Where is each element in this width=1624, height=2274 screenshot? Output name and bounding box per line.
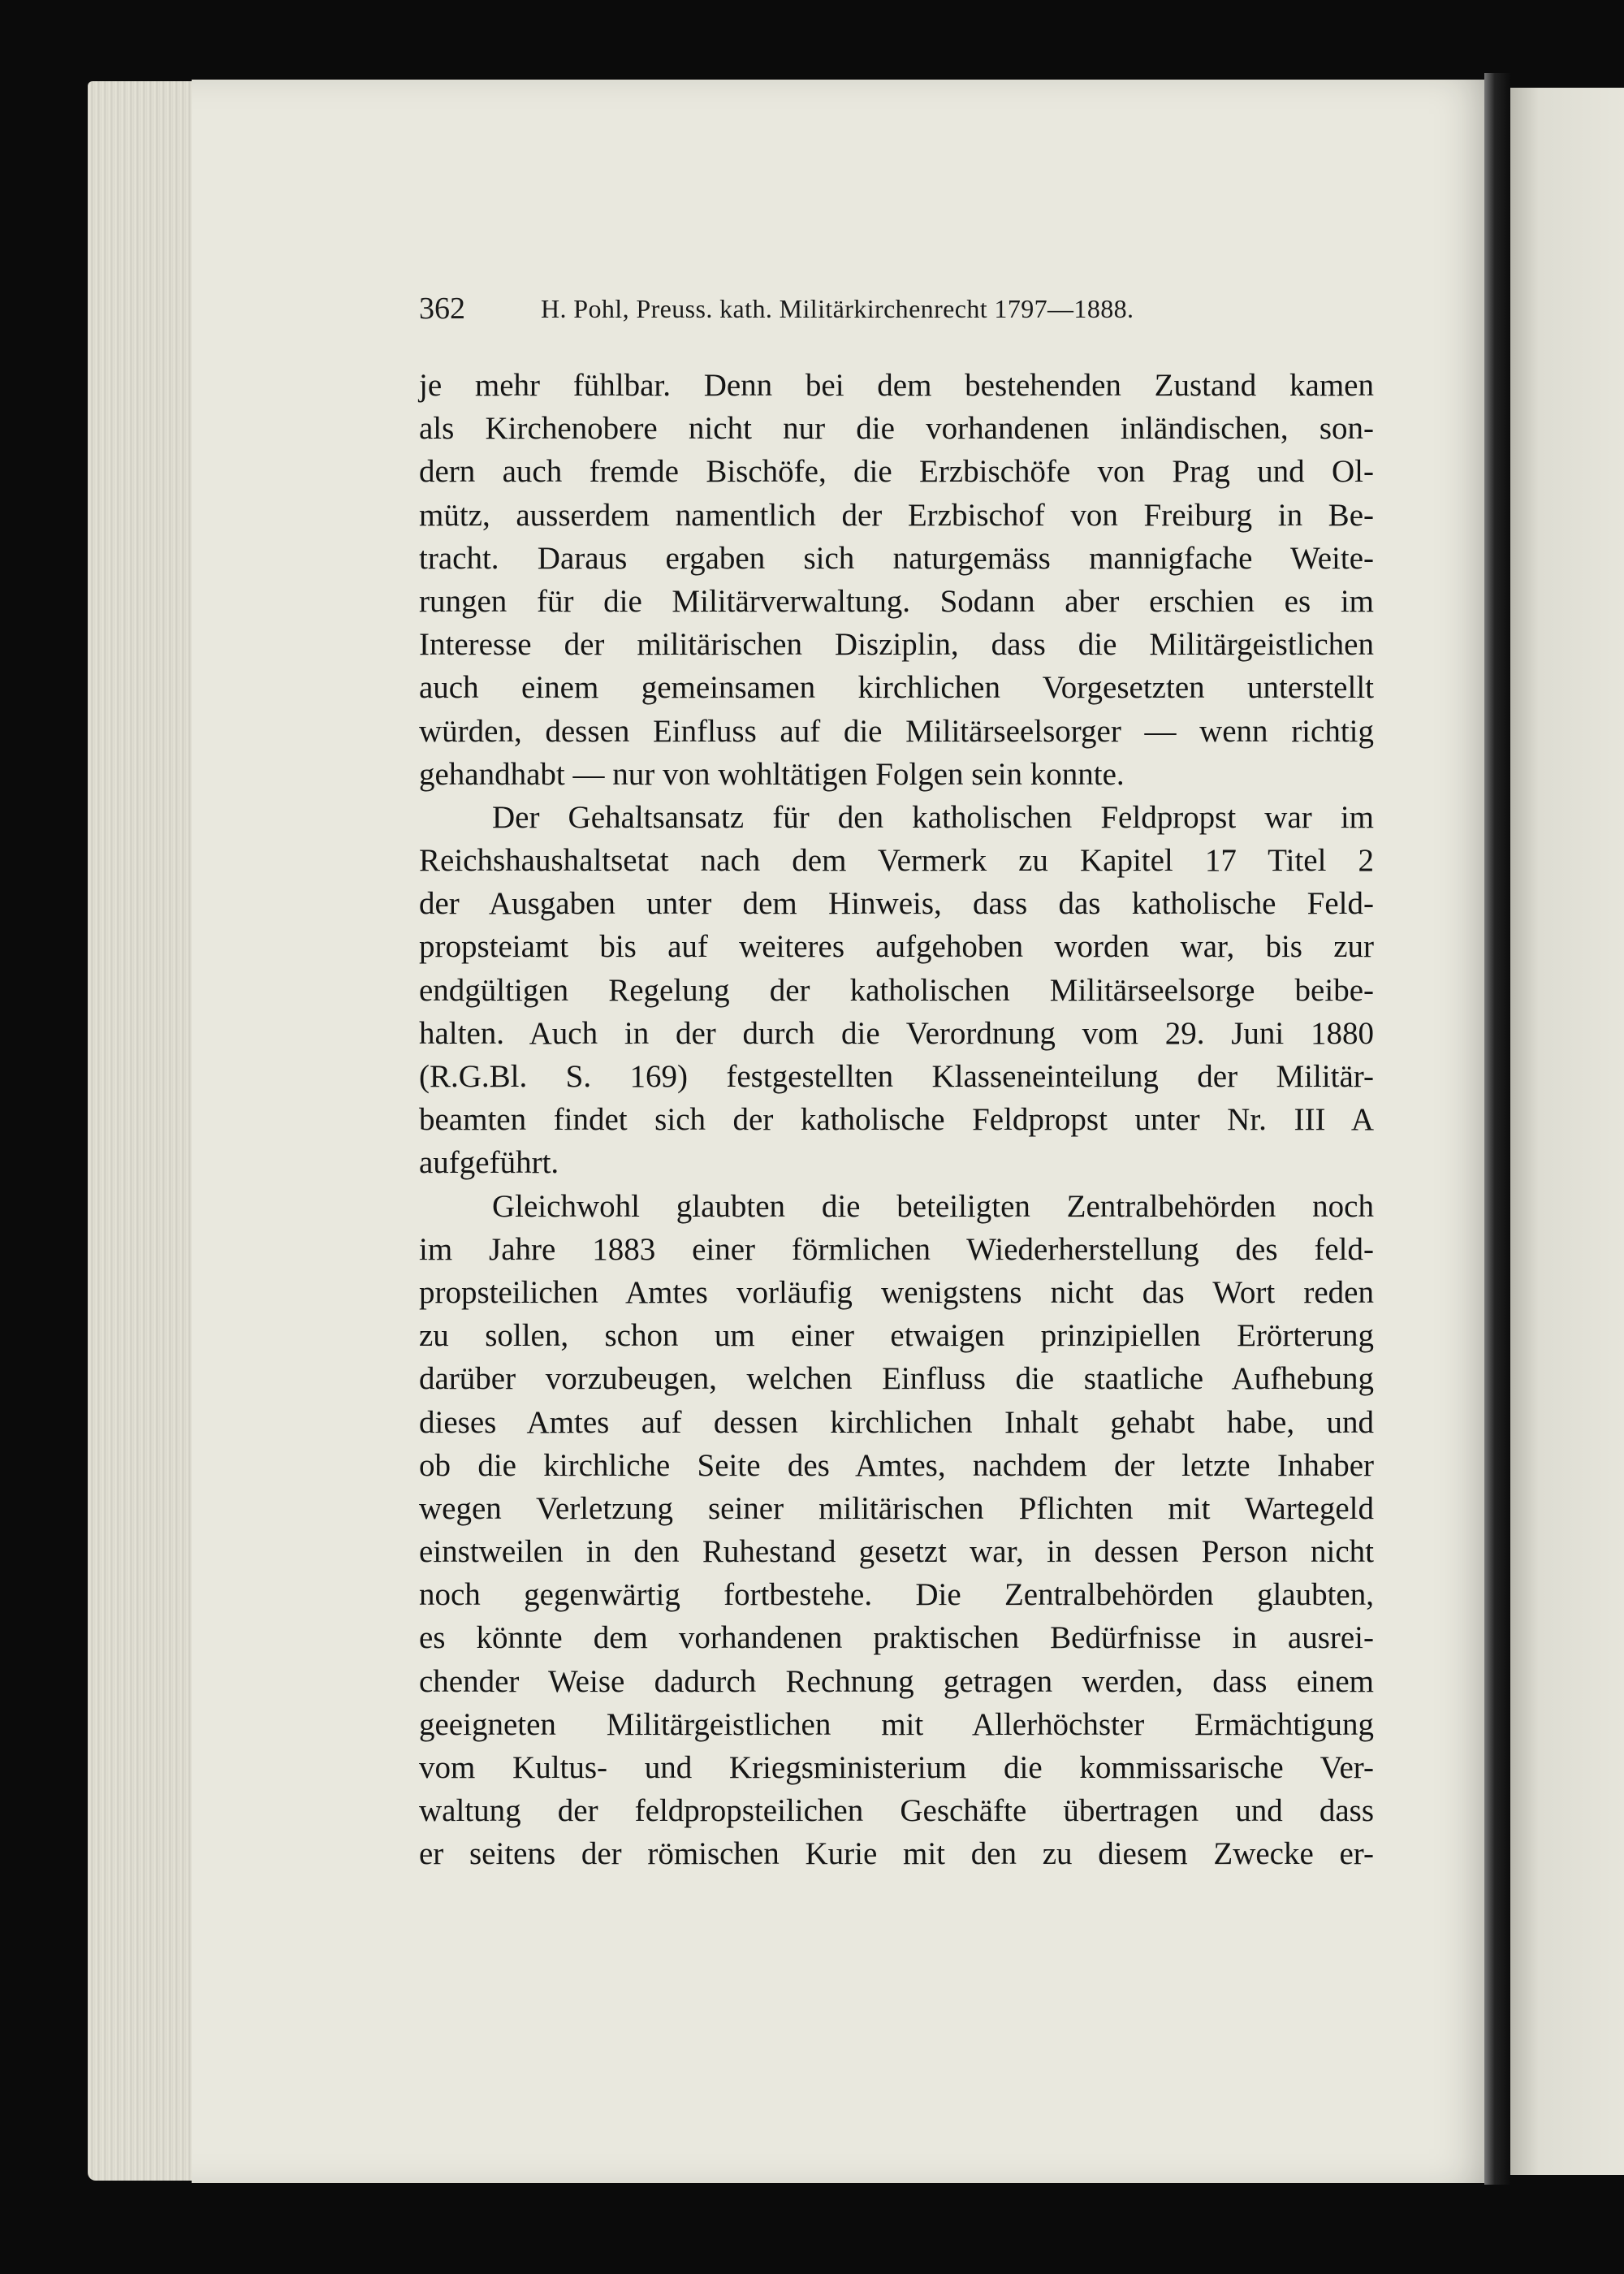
facing-page-edge xyxy=(1510,88,1624,2175)
text-line: noch gegenwärtig fortbestehe. Die Zentralbehörden glaubten, xyxy=(419,1577,1374,1613)
text-line: Der Gehaltsansatz für den katholischen Feldpropst war im xyxy=(492,799,1374,835)
text-line: mütz, ausserdem namentlich der Erzbischof von Freiburg in Be- xyxy=(419,497,1374,533)
text-line: Gleichwohl glaubten die beteiligten Zentralbehörden noch xyxy=(492,1188,1374,1224)
text-line: je mehr fühlbar. Denn bei dem bestehenden Zustand kamen xyxy=(419,368,1374,403)
text-line: (R.G.Bl. S. 169) festgestellten Klasseneinteilung der Militär- xyxy=(419,1059,1374,1094)
page-number: 362 xyxy=(419,292,465,326)
body-text xyxy=(419,364,1374,1876)
text-line: halten. Auch in der durch die Verordnung vom 29. Juni 1880 xyxy=(419,1015,1374,1051)
text-line: einstweilen in den Ruhestand gesetzt war, in dessen Person nicht xyxy=(419,1534,1374,1570)
text-line: Interesse der militärischen Disziplin, dass die Militärgeistlichen xyxy=(419,627,1374,663)
text-line: tracht. Daraus ergaben sich naturgemäss mannigfache Weite- xyxy=(419,540,1374,576)
text-line: Reichshaushaltsetat nach dem Vermerk zu Kapitel 17 Titel 2 xyxy=(419,843,1374,879)
text-line: geeigneten Militärgeistlichen mit Allerhöchster Ermächtigung xyxy=(419,1706,1374,1742)
page-header xyxy=(419,291,1374,331)
text-line: rungen für die Militärverwaltung. Sodann aber erschien es im xyxy=(419,583,1374,619)
text-line: propsteiamt bis auf weiteres aufgehoben worden war, bis zur xyxy=(419,929,1374,965)
text-line: waltung der feldpropsteilichen Geschäfte übertragen und dass xyxy=(419,1793,1374,1829)
running-title: H. Pohl, Preuss. kath. Militärkirchenrecht 1797—1888. xyxy=(541,294,1134,323)
text-line: vom Kultus- und Kriegsministerium die kommissarische Ver- xyxy=(419,1750,1374,1785)
book-gutter xyxy=(1484,73,1510,2185)
text-line: wegen Verletzung seiner militärischen Pflichten mit Wartegeld xyxy=(419,1490,1374,1526)
text-line: propsteilichen Amtes vorläufig wenigstens nicht das Wort reden xyxy=(419,1274,1374,1310)
text-line: gehandhabt — nur von wohltätigen Folgen sein konnte. xyxy=(419,756,1125,792)
page-stack-edge xyxy=(88,81,193,2181)
text-line: im Jahre 1883 einer förmlichen Wiederherstellung des feld- xyxy=(419,1231,1374,1267)
text-line: endgültigen Regelung der katholischen Militärseelsorge beibe- xyxy=(419,972,1374,1008)
text-line: als Kirchenobere nicht nur die vorhandenen inländischen, son- xyxy=(419,411,1374,447)
text-line: es könnte dem vorhandenen praktischen Bedürfnisse in ausrei- xyxy=(419,1620,1374,1656)
text-line: beamten findet sich der katholische Feldpropst unter Nr. III A xyxy=(419,1102,1374,1138)
text-line: zu sollen, schon um einer etwaigen prinzipiellen Erörterung xyxy=(419,1318,1374,1354)
text-line: chender Weise dadurch Rechnung getragen werden, dass einem xyxy=(419,1663,1374,1699)
text-line: dieses Amtes auf dessen kirchlichen Inhalt gehabt habe, und xyxy=(419,1404,1374,1440)
text-line: darüber vorzubeugen, welchen Einfluss die staatliche Aufhebung xyxy=(419,1361,1374,1397)
text-line: er seitens der römischen Kurie mit den zu diesem Zwecke er- xyxy=(419,1836,1374,1872)
text-line: würden, dessen Einfluss auf die Militärseelsorger — wenn richtig xyxy=(419,713,1374,749)
text-line: aufgeführt. xyxy=(419,1145,559,1181)
text-line: dern auch fremde Bischöfe, die Erzbischöfe von Prag und Ol- xyxy=(419,454,1374,490)
text-line: der Ausgaben unter dem Hinweis, dass das katholische Feld- xyxy=(419,886,1374,922)
text-line: auch einem gemeinsamen kirchlichen Vorgesetzten unterstellt xyxy=(419,670,1374,706)
text-line: ob die kirchliche Seite des Amtes, nachdem der letzte Inhaber xyxy=(419,1447,1374,1483)
